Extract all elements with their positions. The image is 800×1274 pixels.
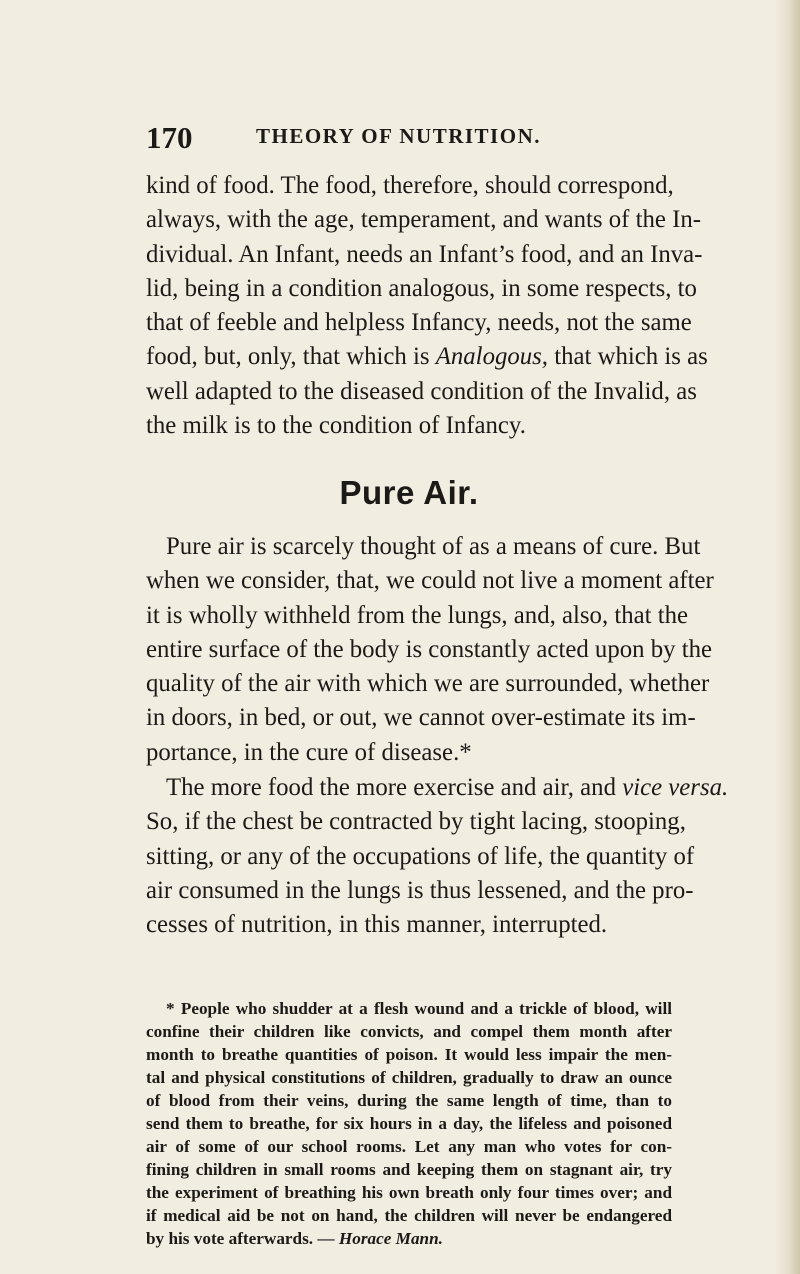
text-line: quality of the air with which we are surrounded, whether — [146, 670, 710, 698]
text-line: it is wholly withheld from the lungs, and, also, that the — [146, 601, 689, 629]
text-line: air consumed in the lungs is thus lessened, and the pro- — [146, 876, 694, 904]
text-line: kind of food. The food, therefore, should correspond, — [146, 172, 674, 199]
footnote-line: air of some of our school rooms. Let any man who votes for con- — [146, 1137, 672, 1156]
page-edge-shadow — [774, 0, 800, 1274]
paragraph-pure-air — [146, 530, 714, 770]
text-line: Pure air is scarcely thought of as a means of cure. But — [166, 533, 701, 560]
footnote-line: tal and physical constitutions of children, gradually to draw an ounce — [146, 1068, 672, 1087]
text-line: So, if the chest be contracted by tight lacing, stooping, — [146, 808, 686, 836]
paragraph-analogous-food — [146, 169, 708, 443]
footnote-line: of blood from their veins, during the same length of time, than to — [146, 1091, 672, 1110]
text-line: lid, being in a condition analogous, in some respects, to — [146, 274, 697, 302]
footnote-line: fining children in small rooms and keeping them on stagnant air, try — [146, 1160, 672, 1179]
italic-term: Analogous, — [435, 343, 549, 371]
text-line: entire surface of the body is constantly acted upon by the — [146, 635, 713, 663]
footnote-line: send them to breathe, for six hours in a day, the lifeless and poisoned — [146, 1114, 672, 1133]
text-run: The more food the more exercise and air, and — [166, 774, 623, 801]
text-line: portance, in the cure of disease.* — [146, 738, 472, 766]
footnote-line — [146, 1227, 672, 1250]
footnote-line: month to breathe quantities of poison. It would less impair the men- — [146, 1045, 672, 1064]
italic-term: vice versa. — [622, 774, 729, 801]
text-line — [146, 340, 708, 374]
text-line: when we consider, that, we could not live a moment after — [146, 567, 714, 595]
text-line: in doors, in bed, or out, we cannot over-estimate its im- — [146, 704, 696, 732]
text-line: dividual. An Infant, needs an Infant’s food, and an Inva- — [146, 240, 703, 268]
footnote-attribution: Horace Mann. — [338, 1229, 443, 1248]
text-run: that which is as — [548, 343, 708, 371]
paragraph-food-exercise — [146, 771, 729, 942]
text-line: sitting, or any of the occupations of life, the quantity of — [146, 842, 695, 870]
footnote-line: * People who shudder at a flesh wound and a trickle of blood, will — [166, 999, 672, 1018]
running-head: THEORY OF NUTRITION. — [256, 124, 541, 148]
footnote-line: the experiment of breathing his own breath only four times over; and — [146, 1183, 672, 1202]
page-header — [146, 120, 666, 160]
text-run: by his vote afterwards. — — [146, 1229, 339, 1248]
text-line: the milk is to the condition of Infancy. — [146, 412, 526, 440]
text-line: that of feeble and helpless Infancy, needs, not the same — [146, 309, 692, 337]
text-run: food, but, only, that which is — [146, 343, 436, 371]
footnote-line: if medical aid be not on hand, the children will never be endangered — [146, 1206, 672, 1225]
page-number: 170 — [146, 120, 193, 155]
footnote — [146, 997, 672, 1250]
text-line: well adapted to the diseased condition of the Invalid, as — [146, 377, 697, 405]
text-line: cesses of nutrition, in this manner, interrupted. — [146, 911, 608, 939]
section-heading: Pure Air. — [339, 474, 479, 511]
text-line — [146, 771, 729, 805]
text-line: always, with the age, temperament, and wants of the In- — [146, 206, 701, 234]
footnote-line: confine their children like convicts, and compel them month after — [146, 1022, 672, 1041]
